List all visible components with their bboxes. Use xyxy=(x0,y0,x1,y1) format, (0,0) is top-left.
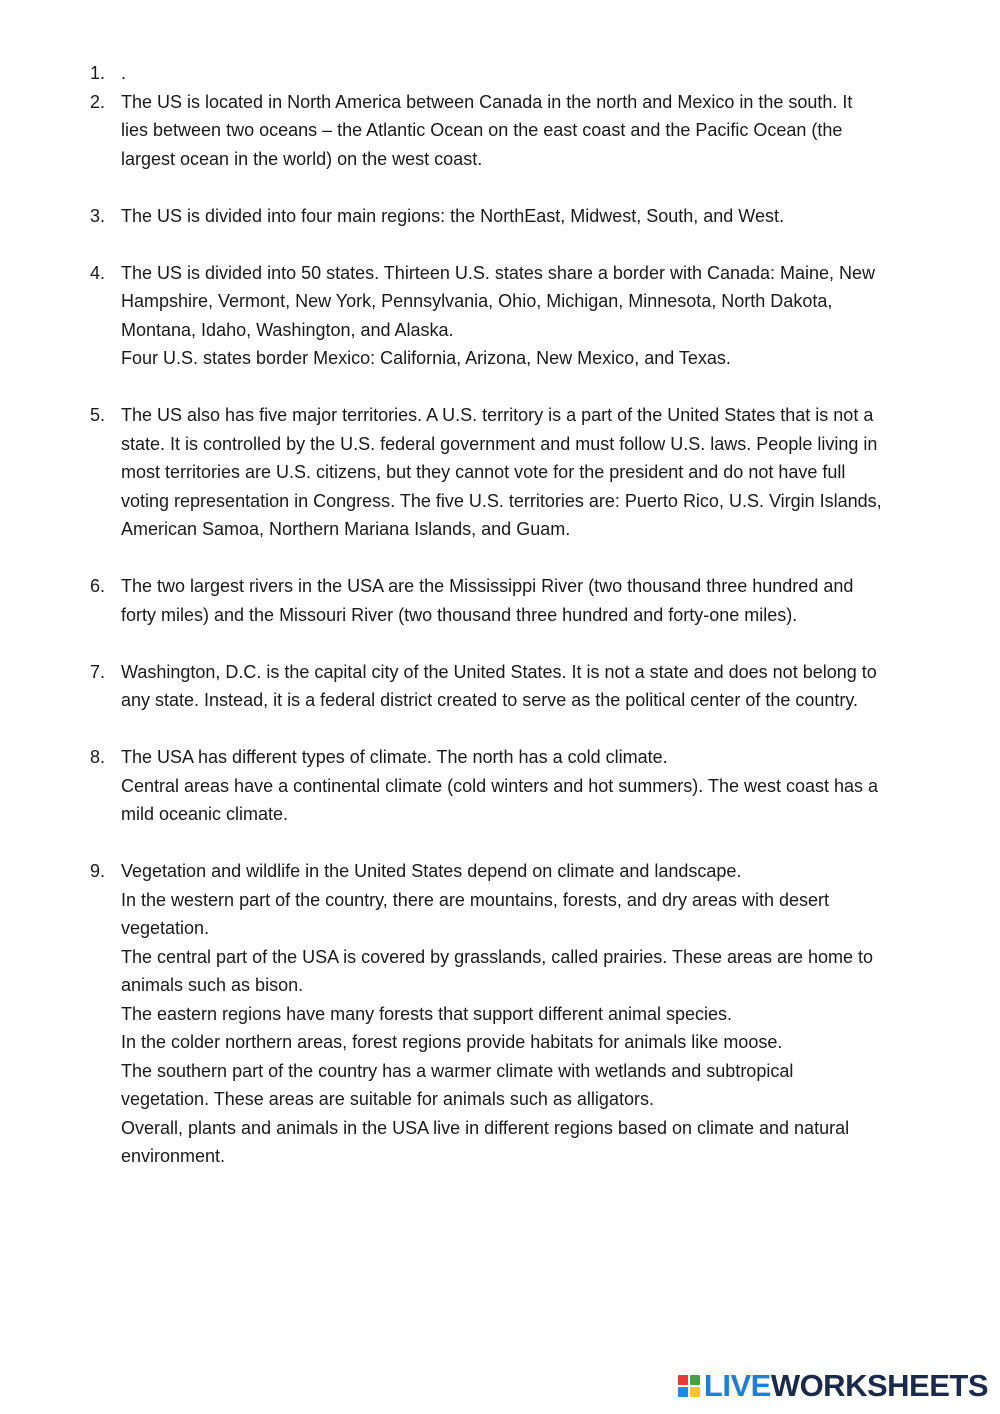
list-item xyxy=(90,857,950,1171)
text-line: vegetation. xyxy=(121,918,210,938)
list-item-number: 2. xyxy=(90,91,106,112)
list-item xyxy=(90,658,950,715)
text-line: The central part of the USA is covered by grasslands, called prairies. These areas are home to xyxy=(121,946,874,967)
list-item xyxy=(90,202,950,231)
list-item-number: 3. xyxy=(90,205,106,226)
text-line: The southern part of the country has a warmer climate with wetlands and subtropical xyxy=(121,1060,794,1081)
list-item xyxy=(90,259,950,373)
list-item-text xyxy=(121,88,950,174)
text-line: mild oceanic climate. xyxy=(121,804,289,824)
text-line: state. It is controlled by the U.S. federal government and must follow U.S. laws. People living in xyxy=(121,433,878,454)
list-item xyxy=(90,401,950,544)
logo-square-red xyxy=(678,1375,688,1385)
list-item-text xyxy=(121,59,950,88)
text-line: The US is divided into four main regions: the NorthEast, Midwest, South, and West. xyxy=(121,205,784,226)
list-item-number: 4. xyxy=(90,262,106,283)
liveworksheets-logo xyxy=(678,1368,988,1404)
logo-wordmark-live: LIVE xyxy=(703,1368,771,1403)
logo-square-green xyxy=(690,1375,700,1385)
list-item-number: 9. xyxy=(90,861,106,881)
logo-wordmark-worksheets: WORKSHEETS xyxy=(770,1368,988,1403)
list-item-text xyxy=(121,259,950,373)
list-item-number: 5. xyxy=(90,405,106,425)
list-item xyxy=(90,59,950,88)
list-item-text xyxy=(121,743,950,829)
text-line: animals such as bison. xyxy=(121,975,304,995)
list-item-text xyxy=(121,658,950,715)
text-line: In the colder northern areas, forest regions provide habitats for animals like moose. xyxy=(121,1032,783,1052)
text-line: The US also has five major territories. A U.S. territory is a part of the United States that is not a xyxy=(121,405,874,425)
logo-square-blue xyxy=(678,1387,688,1397)
text-line: most territories are U.S. citizens, but they cannot vote for the president and do not have full xyxy=(121,462,846,482)
text-line: The US is located in North America between Canada in the north and Mexico in the south. It xyxy=(121,91,853,112)
text-line: The US is divided into 50 states. Thirteen U.S. states share a border with Canada: Maine, New xyxy=(121,262,876,283)
text-line: Hampshire, Vermont, New York, Pennsylvania, Ohio, Michigan, Minnesota, North Dakota, xyxy=(121,291,833,311)
logo-mark-icon xyxy=(678,1375,700,1397)
list-item-text xyxy=(121,857,950,1171)
text-line: voting representation in Congress. The five U.S. territories are: Puerto Rico, U.S. Virgin Islands, xyxy=(121,490,882,511)
text-line: Montana, Idaho, Washington, and Alaska. xyxy=(121,319,454,340)
text-line: . xyxy=(121,63,127,83)
list-item xyxy=(90,743,950,829)
text-line: largest ocean in the world) on the west coast. xyxy=(121,148,483,169)
list-item xyxy=(90,572,950,629)
text-line: environment. xyxy=(121,1146,226,1166)
text-line: forty miles) and the Missouri River (two thousand three hundred and forty-one miles). xyxy=(121,604,798,625)
text-line: The USA has different types of climate. The north has a cold climate. xyxy=(121,747,668,767)
list-item-number: 8. xyxy=(90,747,106,767)
list-item-number: 1. xyxy=(90,63,106,83)
text-line: Vegetation and wildlife in the United States depend on climate and landscape. xyxy=(121,861,742,881)
list-item-text xyxy=(121,202,950,231)
text-line: American Samoa, Northern Mariana Islands, and Guam. xyxy=(121,519,571,539)
list-item-number: 7. xyxy=(90,661,106,682)
text-line: The two largest rivers in the USA are the Mississippi River (two thousand three hundred and xyxy=(121,576,854,596)
text-line: Four U.S. states border Mexico: California, Arizona, New Mexico, and Texas. xyxy=(121,348,731,368)
list-item-number: 6. xyxy=(90,576,106,596)
numbered-list xyxy=(90,59,950,1199)
list-item-text xyxy=(121,401,950,544)
text-line: The eastern regions have many forests that support different animal species. xyxy=(121,1003,732,1024)
text-line: vegetation. These areas are suitable for animals such as alligators. xyxy=(121,1089,654,1109)
text-line: Overall, plants and animals in the USA live in different regions based on climate and natural xyxy=(121,1117,850,1138)
text-line: Washington, D.C. is the capital city of the United States. It is not a state and does not belong to xyxy=(121,661,877,682)
text-line: In the western part of the country, there are mountains, forests, and dry areas with desert xyxy=(121,889,830,910)
list-item-text xyxy=(121,572,950,629)
text-line: any state. Instead, it is a federal district created to serve as the political center of the country. xyxy=(121,690,859,710)
text-line: lies between two oceans – the Atlantic Ocean on the east coast and the Pacific Ocean (the xyxy=(121,120,843,140)
logo-wordmark xyxy=(704,1368,988,1404)
logo-square-yellow xyxy=(690,1387,700,1397)
list-item xyxy=(90,88,950,174)
text-line: Central areas have a continental climate (cold winters and hot summers). The west coast has a xyxy=(121,775,879,796)
